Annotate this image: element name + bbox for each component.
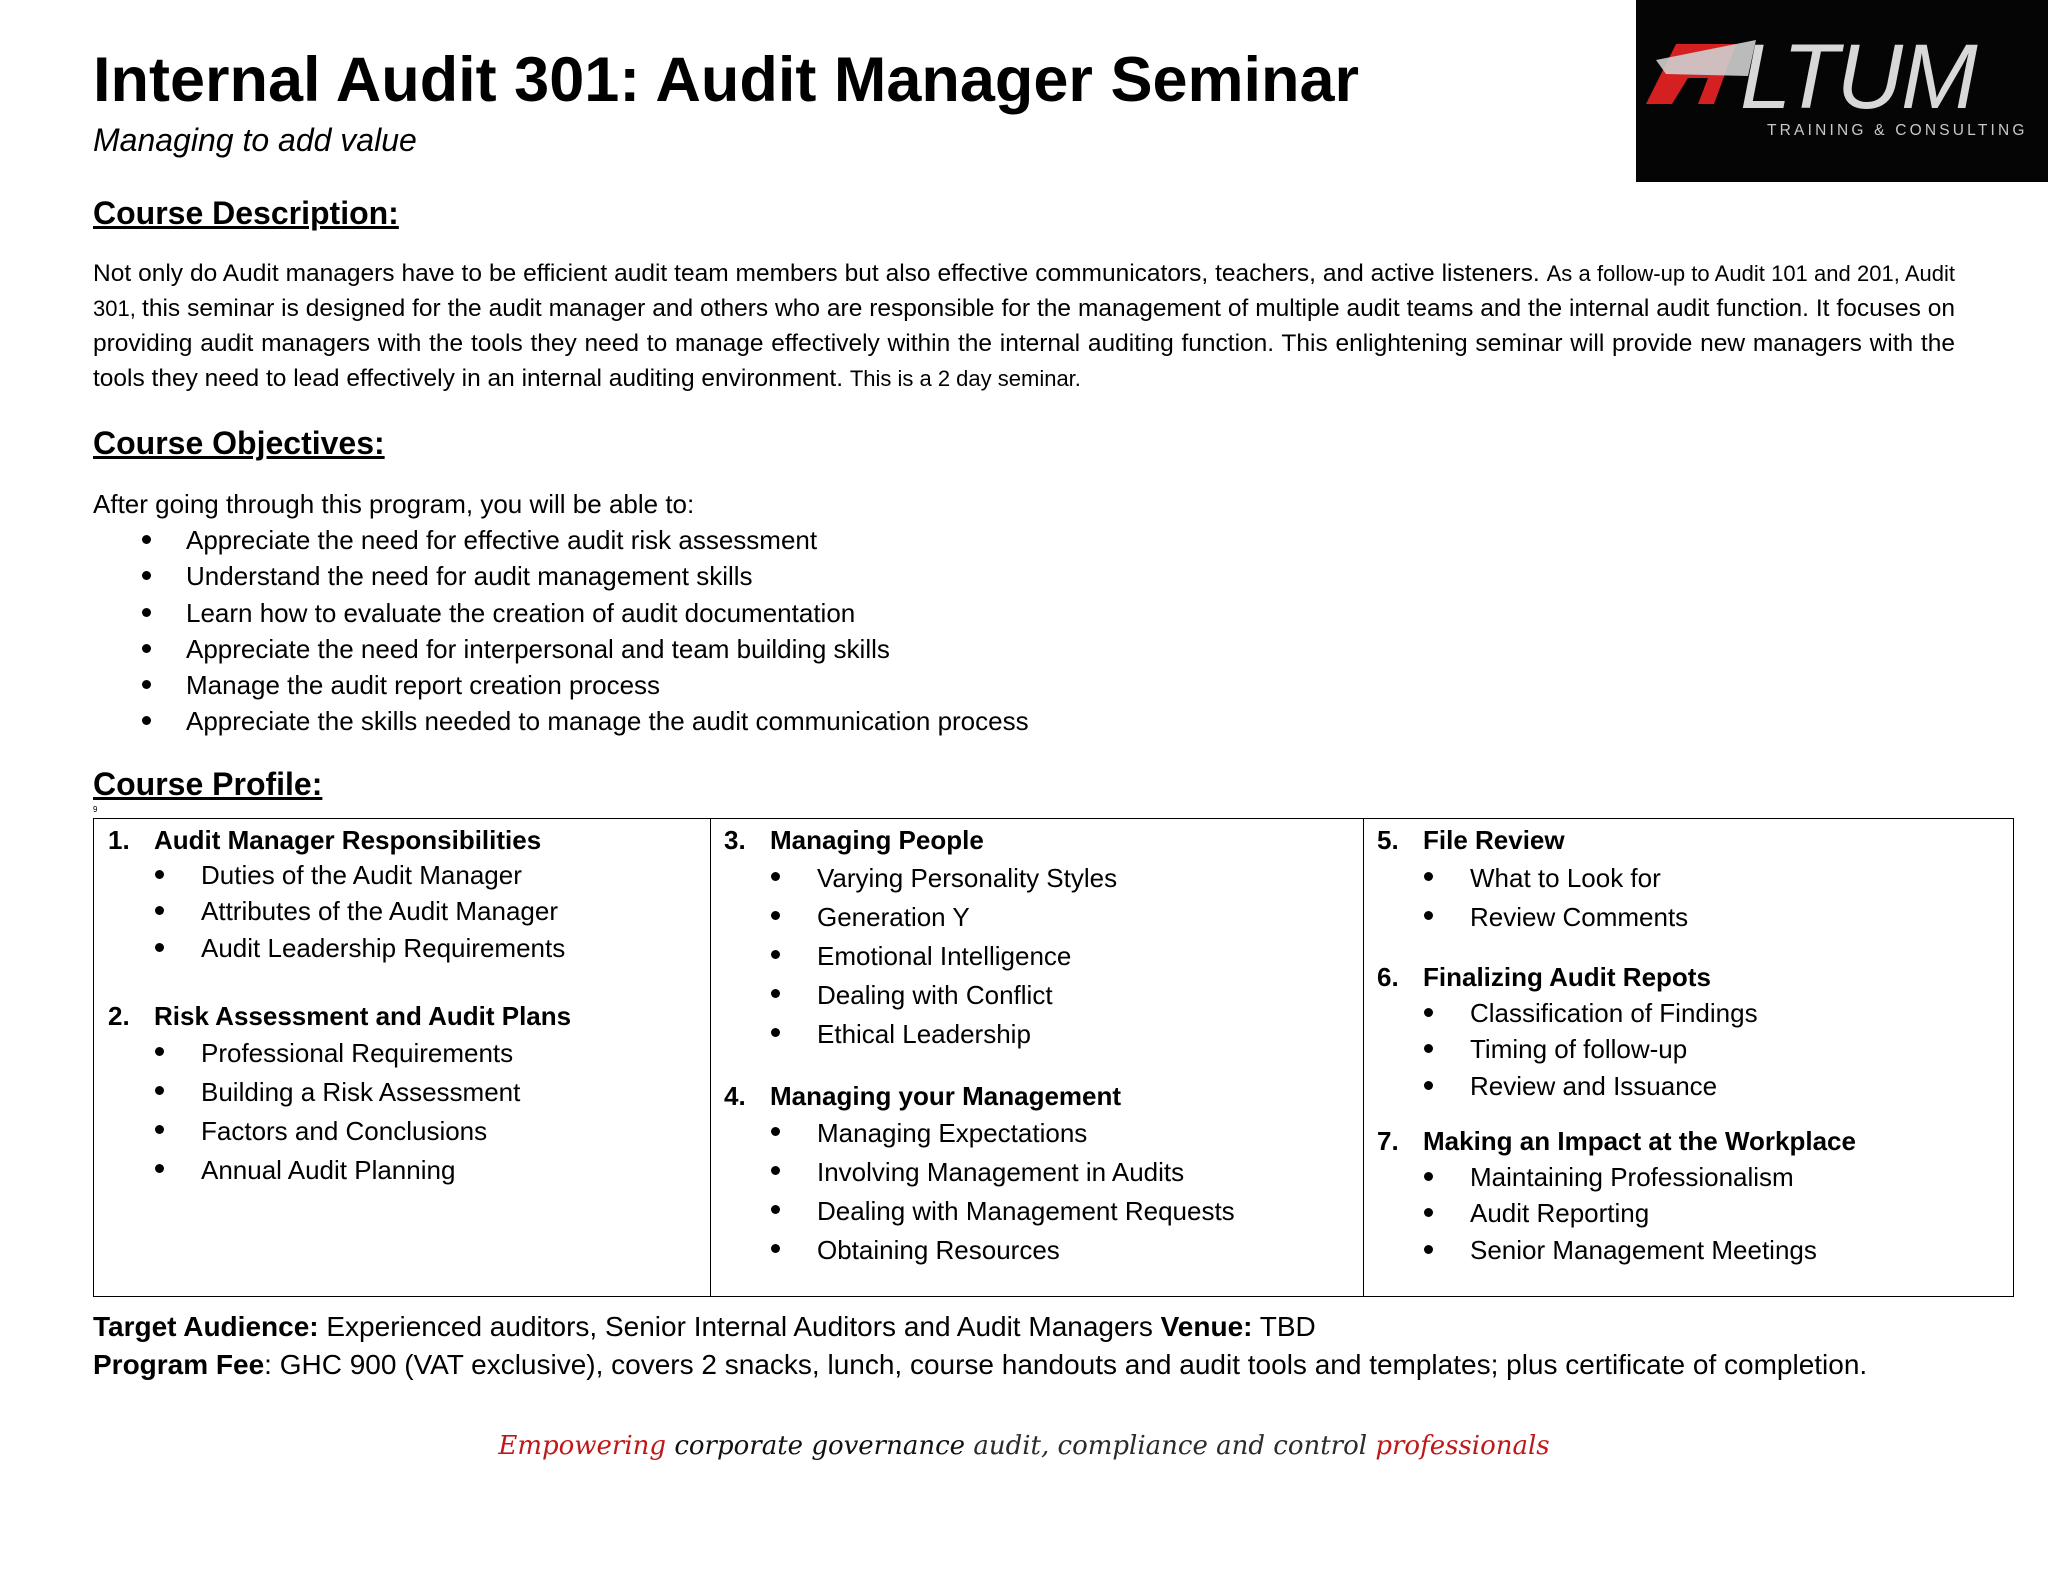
target-audience-label: Target Audience: bbox=[93, 1311, 319, 1342]
altum-logo bbox=[1636, 0, 2048, 182]
objectives-list bbox=[93, 522, 1029, 740]
profile-column-3 bbox=[1363, 819, 2013, 1296]
list-item: Factors and Conclusions bbox=[154, 1112, 520, 1151]
footer-tagline bbox=[0, 1426, 2048, 1466]
list-item: Attributes of the Audit Manager bbox=[154, 893, 565, 929]
list-item: Building a Risk Assessment bbox=[154, 1073, 520, 1112]
section-heading bbox=[724, 1078, 1121, 1114]
section-items bbox=[770, 859, 1117, 1054]
tagline-word-3: audit, compliance and control bbox=[973, 1431, 1368, 1461]
page-title: Internal Audit 301: Audit Manager Seminar bbox=[93, 45, 1360, 115]
section-items bbox=[154, 857, 565, 966]
list-item: Generation Y bbox=[770, 898, 1117, 937]
section-title: Managing your Management bbox=[770, 1081, 1122, 1111]
list-item: Audit Reporting bbox=[1423, 1195, 1817, 1231]
list-item: Annual Audit Planning bbox=[154, 1151, 520, 1190]
list-item: Emotional Intelligence bbox=[770, 937, 1117, 976]
section-items bbox=[154, 1034, 520, 1190]
description-part-4: This is a 2 day seminar. bbox=[849, 366, 1081, 391]
list-item: Manage the audit report creation process bbox=[93, 667, 1029, 703]
profile-column-1 bbox=[94, 819, 710, 1296]
altum-logo-graphic bbox=[1636, 0, 2048, 182]
list-item: Obtaining Resources bbox=[770, 1231, 1235, 1270]
section-items bbox=[1423, 1159, 1817, 1268]
list-item: Senior Management Meetings bbox=[1423, 1232, 1817, 1268]
section-title: Risk Assessment and Audit Plans bbox=[154, 1001, 572, 1031]
program-fee-line bbox=[93, 1346, 1867, 1384]
list-item: Dealing with Conflict bbox=[770, 976, 1117, 1015]
section-number: 1. bbox=[108, 825, 130, 855]
objectives-intro: After going through this program, you will be able to: bbox=[93, 489, 695, 519]
list-item: Review and Issuance bbox=[1423, 1068, 1758, 1104]
list-item: Understand the need for audit management skills bbox=[93, 558, 1029, 594]
section-title: Finalizing Audit Repots bbox=[1423, 962, 1711, 992]
section-number: 3. bbox=[724, 825, 746, 855]
list-item: Timing of follow-up bbox=[1423, 1031, 1758, 1067]
list-item: Duties of the Audit Manager bbox=[154, 857, 565, 893]
target-audience-value: Experienced auditors, Senior Internal Auditors and Audit Managers bbox=[318, 1311, 1161, 1342]
course-description-text bbox=[93, 256, 1955, 396]
section-title: Audit Manager Responsibilities bbox=[154, 825, 542, 855]
course-description-heading: Course Description: bbox=[93, 195, 399, 231]
list-item: Dealing with Management Requests bbox=[770, 1192, 1235, 1231]
venue-value: TBD bbox=[1252, 1311, 1316, 1342]
list-item: Audit Leadership Requirements bbox=[154, 930, 565, 966]
list-item: Ethical Leadership bbox=[770, 1015, 1117, 1054]
stray-mark: 9 bbox=[93, 805, 98, 814]
section-heading bbox=[1377, 822, 1565, 858]
section-heading bbox=[1377, 1123, 1856, 1159]
course-objectives-heading: Course Objectives: bbox=[93, 425, 385, 461]
tagline-word-2: corporate governance bbox=[674, 1431, 966, 1461]
section-number: 2. bbox=[108, 1001, 130, 1031]
list-item: What to Look for bbox=[1423, 859, 1688, 898]
section-heading bbox=[108, 822, 541, 858]
list-item: Classification of Findings bbox=[1423, 995, 1758, 1031]
description-part-1: Not only do Audit managers have to be efficient audit team members but also effective communicators, teachers, and active listeners. bbox=[93, 260, 1547, 287]
section-items bbox=[1423, 859, 1688, 937]
tagline-word-1: Empowering bbox=[498, 1431, 667, 1461]
profile-column-2 bbox=[710, 819, 1364, 1296]
list-item: Appreciate the skills needed to manage the audit communication process bbox=[93, 703, 1029, 739]
section-items bbox=[770, 1114, 1235, 1270]
section-number: 5. bbox=[1377, 825, 1399, 855]
description-part-3: this seminar is designed for the audit manager and others who are responsible for the management of multiple audit teams and the internal audit function. It focuses on providing audit managers with the tools they need to manage effectively within the internal auditing function. This enlightening seminar will provide new managers with the tools they need to lead effectively in an internal auditing environment. bbox=[93, 295, 1955, 392]
section-items bbox=[1423, 995, 1758, 1104]
list-item: Appreciate the need for interpersonal and team building skills bbox=[93, 631, 1029, 667]
program-fee-value: : GHC 900 (VAT exclusive), covers 2 snacks, lunch, course handouts and audit tools and templates; plus certificate of completion. bbox=[264, 1349, 1868, 1380]
section-heading bbox=[724, 822, 984, 858]
section-number: 6. bbox=[1377, 962, 1399, 992]
section-title: Making an Impact at the Workplace bbox=[1423, 1126, 1856, 1156]
list-item: Involving Management in Audits bbox=[770, 1153, 1235, 1192]
venue-label: Venue: bbox=[1160, 1311, 1253, 1342]
list-item: Maintaining Professionalism bbox=[1423, 1159, 1817, 1195]
section-number: 7. bbox=[1377, 1126, 1399, 1156]
course-profile-heading: Course Profile: bbox=[93, 766, 323, 802]
list-item: Varying Personality Styles bbox=[770, 859, 1117, 898]
section-number: 4. bbox=[724, 1081, 746, 1111]
section-title: Managing People bbox=[770, 825, 984, 855]
list-item: Managing Expectations bbox=[770, 1114, 1235, 1153]
logo-tagline: TRAINING & CONSULTING bbox=[1767, 122, 2028, 139]
course-profile-table bbox=[93, 818, 2014, 1297]
description-part-2: As a follow-up to Audit 101 and 201, Audit 301, bbox=[93, 261, 1955, 321]
section-heading bbox=[1377, 959, 1711, 995]
list-item: Professional Requirements bbox=[154, 1034, 520, 1073]
list-item: Learn how to evaluate the creation of audit documentation bbox=[93, 595, 1029, 631]
list-item: Appreciate the need for effective audit risk assessment bbox=[93, 522, 1029, 558]
program-fee-label: Program Fee bbox=[93, 1349, 265, 1380]
section-title: File Review bbox=[1423, 825, 1565, 855]
section-heading bbox=[108, 998, 571, 1034]
tagline-word-4: professionals bbox=[1375, 1431, 1550, 1461]
page-subtitle: Managing to add value bbox=[93, 122, 417, 158]
target-audience-line bbox=[93, 1308, 1316, 1346]
logo-wordmark: LTUM bbox=[1740, 26, 1976, 128]
list-item: Review Comments bbox=[1423, 898, 1688, 937]
